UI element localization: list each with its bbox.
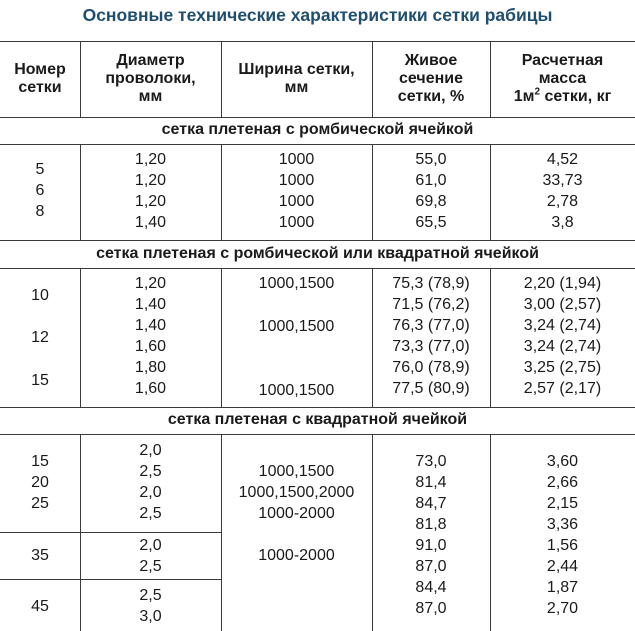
- header-mass-superscript: 2: [534, 86, 540, 98]
- width-cell: 1000,1500,2000: [238, 484, 355, 501]
- number-cell: 45: [31, 598, 49, 615]
- section-title: сетка плетеная с ромбической или квадратной ячейкой: [96, 245, 539, 262]
- mass-cell: 3,36: [546, 516, 579, 533]
- section-2-masses: [490, 273, 635, 399]
- mass-cell: 2,57 (2,17): [523, 380, 602, 397]
- header-diameter-line: мм: [138, 88, 163, 105]
- mass-cell: 1,87: [546, 579, 579, 596]
- section-title: сетка плетеная с ромбической ячейкой: [161, 121, 474, 138]
- section-3-diameters-c: [80, 585, 221, 627]
- diameter-cell: 2,5: [139, 505, 162, 522]
- header-mass-line: Расчетная: [521, 52, 604, 69]
- mass-cell: 2,20 (1,94): [523, 275, 602, 292]
- header-diameter-line: проволоки,: [105, 70, 196, 87]
- section-2-live-sections: [372, 273, 490, 399]
- live-section-cell: 65,5: [415, 214, 447, 231]
- diameter-cell: 1,40: [134, 296, 167, 313]
- header-width-line: Ширина сетки,: [238, 61, 355, 78]
- mass-cell: 2,70: [546, 600, 579, 617]
- diameter-cell: 3,0: [139, 608, 162, 625]
- live-section-cell: 61,0: [415, 172, 447, 189]
- live-section-cell: 75,3 (78,9): [392, 275, 470, 292]
- live-section-cell: 81,8: [415, 516, 447, 533]
- header-width-line: мм: [284, 79, 309, 96]
- mass-cell: 2,78: [546, 193, 579, 210]
- mass-cell: 4,52: [546, 151, 579, 168]
- number-cell: 8: [35, 203, 45, 220]
- width-cell: 1000: [278, 193, 315, 210]
- width-cell: 1000,1500: [258, 382, 335, 399]
- diameter-cell: 2,0: [139, 442, 162, 459]
- mass-cell: 1,56: [546, 537, 579, 554]
- mass-cell: 33,73: [542, 172, 583, 189]
- diameter-cell: 2,0: [139, 537, 162, 554]
- section-3-widths: [221, 461, 372, 524]
- mass-cell: 3,60: [546, 453, 579, 470]
- live-section-cell: 91,0: [415, 537, 447, 554]
- header-diameter: [80, 41, 221, 117]
- number-cell: 10: [31, 287, 49, 304]
- header-mass-line: сетки, кг: [540, 88, 612, 105]
- width-cell: 1000-2000: [258, 505, 335, 522]
- number-cell: 15: [31, 372, 49, 389]
- header-mass-line: 1м: [513, 88, 535, 105]
- live-section-cell: 69,8: [415, 193, 447, 210]
- diameter-cell: 1,20: [134, 151, 167, 168]
- section-3-border: [0, 407, 635, 408]
- section-3-masses: [490, 451, 635, 619]
- live-section-cell: 73,3 (77,0): [392, 338, 470, 355]
- live-section-cell: 76,3 (77,0): [392, 317, 470, 334]
- diameter-cell: 2,0: [139, 484, 162, 501]
- header-section-line: сетки, %: [397, 88, 465, 105]
- mass-cell: 2,15: [546, 495, 579, 512]
- section-title: сетка плетеная с квадратной ячейкой: [167, 411, 468, 428]
- header-diameter-line: Диаметр: [116, 52, 185, 69]
- header-live-section: [372, 41, 490, 117]
- number-cell: 25: [31, 495, 49, 512]
- row-35-border: [0, 532, 221, 533]
- diameter-cell: 1,60: [134, 380, 167, 397]
- section-1-diameters: [80, 149, 221, 233]
- mass-cell: 3,00 (2,57): [523, 296, 602, 313]
- number-cell: 15: [31, 453, 49, 470]
- diameter-cell: 1,60: [134, 338, 167, 355]
- diameter-cell: 1,20: [134, 172, 167, 189]
- live-section-cell: 73,0: [415, 453, 447, 470]
- width-cell: 1000,1500: [258, 275, 335, 292]
- mass-cell: 3,24 (2,74): [523, 338, 602, 355]
- live-section-cell: 87,0: [415, 600, 447, 617]
- header-width: [221, 41, 372, 117]
- diameter-cell: 1,40: [134, 317, 167, 334]
- section-2-border: [0, 240, 635, 241]
- header-bottom-border: [0, 117, 635, 118]
- live-section-cell: 87,0: [415, 558, 447, 575]
- mass-cell: 3,8: [551, 214, 574, 231]
- number-cell: 6: [35, 182, 45, 199]
- diameter-cell: 2,5: [139, 587, 162, 604]
- mass-cell: 3,24 (2,74): [523, 317, 602, 334]
- section-1-numbers: [0, 159, 80, 222]
- section-1-live-sections: [372, 149, 490, 233]
- width-cell: 1000: [278, 172, 315, 189]
- diameter-cell: 1,20: [134, 275, 167, 292]
- live-section-cell: 81,4: [415, 474, 447, 491]
- live-section-cell: 77,5 (80,9): [392, 380, 470, 397]
- row-45-border: [0, 579, 221, 580]
- width-cell: 1000,1500: [258, 318, 335, 335]
- header-number: [0, 41, 80, 117]
- page-title: Основные технические характеристики сетки рабицы: [82, 5, 553, 25]
- section-1-widths: [221, 149, 372, 233]
- mass-cell: 2,66: [546, 474, 579, 491]
- width-cell: 1000,1500: [258, 463, 335, 480]
- section-3-diameters-b: [80, 535, 221, 577]
- number-cell: 20: [31, 474, 49, 491]
- mass-cell: 3,25 (2,75): [523, 359, 602, 376]
- number-cell: 5: [35, 161, 45, 178]
- section-1-masses: [490, 149, 635, 233]
- diameter-cell: 1,80: [134, 359, 167, 376]
- header-section-line: сечение: [399, 70, 463, 87]
- width-cell: 1000: [278, 214, 315, 231]
- section-2-diameters: [80, 273, 221, 399]
- header-number-line: Номер: [14, 61, 66, 78]
- section-1-divider: [0, 144, 635, 145]
- header-mass: [490, 41, 635, 117]
- live-section-cell: 55,0: [415, 151, 447, 168]
- live-section-cell: 76,0 (78,9): [392, 359, 470, 376]
- number-cell: 35: [31, 547, 49, 564]
- live-section-cell: 84,7: [415, 495, 447, 512]
- section-3-diameters-a: [80, 440, 221, 524]
- number-cell: 12: [31, 329, 49, 346]
- header-mass-line: масса: [538, 70, 587, 87]
- live-section-cell: 84,4: [415, 579, 447, 596]
- width-cell: 1000: [278, 151, 315, 168]
- section-2-divider: [0, 268, 635, 269]
- diameter-cell: 2,5: [139, 558, 162, 575]
- section-3-live-sections: [372, 451, 490, 619]
- diameter-cell: 2,5: [139, 463, 162, 480]
- section-3-numbers: [0, 451, 80, 514]
- live-section-cell: 71,5 (76,2): [392, 296, 470, 313]
- section-3-divider: [0, 434, 635, 435]
- mass-cell: 2,44: [546, 558, 579, 575]
- header-number-line: сетки: [18, 79, 62, 96]
- diameter-cell: 1,20: [134, 193, 167, 210]
- width-cell: 1000-2000: [258, 547, 335, 564]
- header-section-line: Живое: [404, 52, 458, 69]
- diameter-cell: 1,40: [134, 214, 167, 231]
